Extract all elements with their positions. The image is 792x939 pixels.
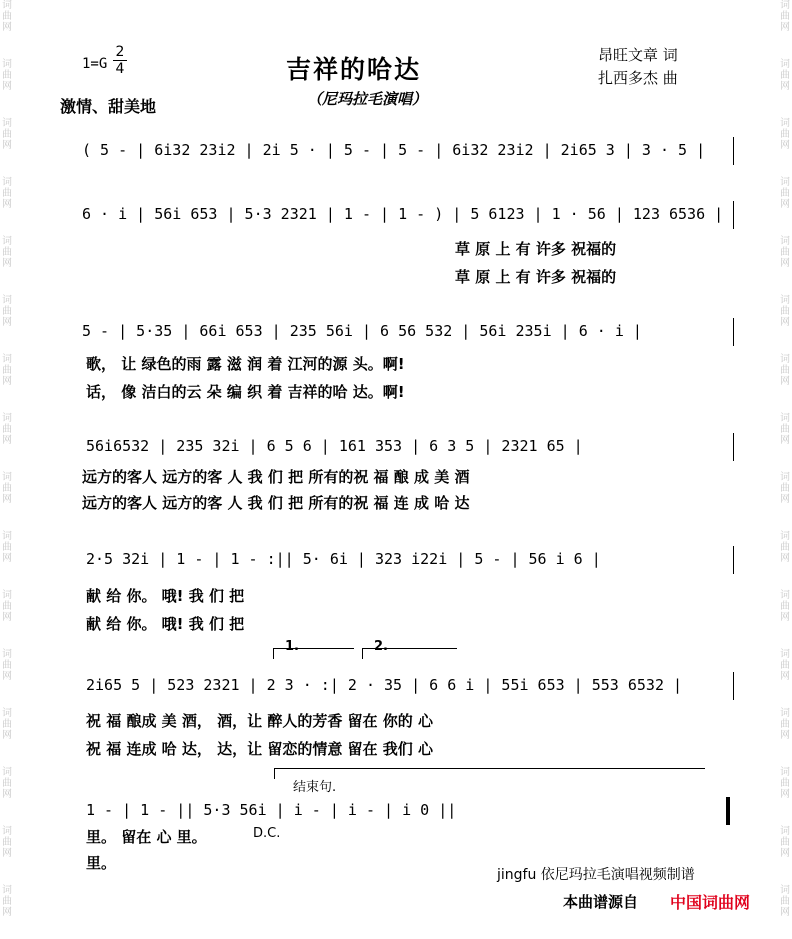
watermark-gap <box>0 210 14 236</box>
watermark-char: 网 <box>2 789 12 800</box>
watermark-char: 词 <box>780 649 790 660</box>
watermark-char: 网 <box>780 907 790 918</box>
watermark-char: 曲 <box>2 660 12 671</box>
watermark-char: 网 <box>780 376 790 387</box>
watermark-char: 曲 <box>780 837 790 848</box>
composer: 扎西多杰 曲 <box>598 69 678 87</box>
watermark-char: 词 <box>780 531 790 542</box>
watermark-char: 词 <box>2 59 12 70</box>
watermark-char: 网 <box>780 494 790 505</box>
watermark-char: 网 <box>2 140 12 151</box>
watermark-gap <box>778 800 792 826</box>
watermark-gap <box>778 387 792 413</box>
lyric-row-4a: 远方的客人 远方的客 人 我 们 把 所有的祝 福 酿 成 美 酒 <box>82 468 470 486</box>
lyric-row-3b: 话， 像 洁白的云 朵 编 织 着 吉祥的哈 达。啊! <box>86 383 405 401</box>
watermark-char: 曲 <box>2 129 12 140</box>
watermark-char: 词 <box>780 885 790 896</box>
watermark-char: 曲 <box>780 11 790 22</box>
lyric-row-5b: 献 给 你。 哦! 我 们 把 <box>86 615 245 633</box>
watermark-gap <box>0 446 14 472</box>
barline <box>733 433 734 461</box>
watermark-char: 网 <box>780 199 790 210</box>
lyricist: 昂旺文章 词 <box>598 46 678 64</box>
watermark-char: 网 <box>2 848 12 859</box>
watermark-char: 曲 <box>2 424 12 435</box>
watermark-char: 词 <box>780 118 790 129</box>
watermark-char: 曲 <box>2 896 12 907</box>
watermark-gap <box>0 505 14 531</box>
watermark-char: 网 <box>780 553 790 564</box>
watermark-char: 网 <box>2 199 12 210</box>
watermark-gap <box>778 564 792 590</box>
watermark-char: 曲 <box>2 837 12 848</box>
watermark-char: 网 <box>780 81 790 92</box>
watermark-char: 曲 <box>780 188 790 199</box>
source-label: 本曲谱源自 <box>563 893 639 911</box>
watermark-gap <box>0 33 14 59</box>
watermark-char: 网 <box>2 317 12 328</box>
volta-1-label: 1. <box>285 639 299 654</box>
watermark-char: 网 <box>2 258 12 269</box>
watermark-char: 曲 <box>2 601 12 612</box>
watermark-gap <box>778 505 792 531</box>
watermark-char: 曲 <box>780 424 790 435</box>
staff-row-6: 2i65 5 | 523 2321 | 2 3 · :| 2 · 35 | 6 6 i | 55i 653 | 553 6532 | <box>86 676 683 694</box>
lyric-row-4b: 远方的客人 远方的客 人 我 们 把 所有的祝 福 连 成 哈 达 <box>82 494 470 512</box>
key-signature: 1=G <box>82 56 108 72</box>
watermark-char: 词 <box>780 590 790 601</box>
watermark-char: 词 <box>780 413 790 424</box>
watermark-char: 网 <box>2 553 12 564</box>
watermark-gap <box>0 328 14 354</box>
watermark-char: 网 <box>780 140 790 151</box>
watermark-char: 网 <box>2 671 12 682</box>
watermark-char: 网 <box>2 494 12 505</box>
watermark-char: 网 <box>780 671 790 682</box>
lyric-row-6b: 祝 福 连成 哈 达， 达，让 留恋的情意 留在 我们 心 <box>86 740 434 758</box>
watermark-char: 网 <box>2 22 12 33</box>
watermark-char: 网 <box>780 22 790 33</box>
watermark-char: 词 <box>2 236 12 247</box>
watermark-char: 网 <box>780 730 790 741</box>
watermark-char: 词 <box>2 767 12 778</box>
barline <box>733 137 734 165</box>
watermark-strip-right <box>778 0 792 939</box>
watermark-char: 词 <box>2 590 12 601</box>
watermark-char: 曲 <box>780 778 790 789</box>
coda-bracket <box>274 768 705 779</box>
watermark-char: 网 <box>780 789 790 800</box>
watermark-char: 词 <box>780 708 790 719</box>
barline <box>733 546 734 574</box>
song-title: 吉祥的哈达 <box>286 55 422 84</box>
watermark-char: 曲 <box>2 247 12 258</box>
final-barline <box>726 797 730 825</box>
time-denominator: 4 <box>113 60 127 77</box>
watermark-gap <box>0 741 14 767</box>
watermark-char: 曲 <box>2 11 12 22</box>
watermark-char: 网 <box>780 317 790 328</box>
watermark-gap <box>0 387 14 413</box>
time-numerator: 2 <box>115 44 125 60</box>
watermark-char: 词 <box>2 295 12 306</box>
watermark-gap <box>778 92 792 118</box>
watermark-char: 网 <box>780 435 790 446</box>
watermark-char: 曲 <box>2 542 12 553</box>
singer-credit: （尼玛拉毛演唱） <box>307 90 428 108</box>
watermark-gap <box>0 92 14 118</box>
watermark-char: 词 <box>780 236 790 247</box>
tempo-marking: 激情、甜美地 <box>60 97 157 116</box>
watermark-char: 网 <box>780 258 790 269</box>
watermark-gap <box>778 859 792 885</box>
watermark-gap <box>0 269 14 295</box>
staff-row-5: 2·5 32i | 1 - | 1 - :|| 5· 6i | 323 i22i | 5 - | 56 i 6 | <box>86 550 601 568</box>
watermark-char: 词 <box>780 0 790 11</box>
staff-row-2: 6 · i | 56i 653 | 5·3 2321 | 1 - | 1 - ) | 5 6123 | 1 · 56 | 123 6536 | <box>82 205 724 223</box>
watermark-gap <box>778 269 792 295</box>
lyric-row-7a: 里。 留在 心 里。 <box>86 828 207 846</box>
watermark-char: 网 <box>780 612 790 623</box>
watermark-char: 词 <box>780 472 790 483</box>
watermark-char: 曲 <box>780 365 790 376</box>
watermark-gap <box>0 800 14 826</box>
watermark-char: 词 <box>780 177 790 188</box>
lyric-row-5a: 献 给 你。 哦! 我 们 把 <box>86 587 245 605</box>
watermark-gap <box>778 33 792 59</box>
staff-row-4: 56i6532 | 235 32i | 6 5 6 | 161 353 | 6 3 5 | 2321 65 | <box>86 437 583 455</box>
watermark-char: 词 <box>2 118 12 129</box>
watermark-char: 曲 <box>780 542 790 553</box>
staff-row-3: 5 - | 5·35 | 66i 653 | 235 56i | 6 56 532 | 56i 235i | 6 · i | <box>82 322 642 340</box>
watermark-char: 词 <box>2 885 12 896</box>
watermark-char: 网 <box>2 907 12 918</box>
watermark-char: 词 <box>780 826 790 837</box>
barline <box>733 201 734 229</box>
watermark-strip-left <box>0 0 14 939</box>
watermark-char: 词 <box>2 708 12 719</box>
watermark-gap <box>0 623 14 649</box>
watermark-gap <box>0 682 14 708</box>
lyric-row-6a: 祝 福 酿成 美 酒， 酒，让 醉人的芳香 留在 你的 心 <box>86 712 434 730</box>
watermark-char: 词 <box>2 649 12 660</box>
watermark-char: 曲 <box>780 483 790 494</box>
watermark-char: 曲 <box>780 601 790 612</box>
watermark-char: 词 <box>2 0 12 11</box>
watermark-char: 词 <box>2 413 12 424</box>
watermark-char: 曲 <box>2 188 12 199</box>
lyric-row-7b: 里。 <box>86 854 117 872</box>
watermark-char: 曲 <box>780 896 790 907</box>
watermark-char: 曲 <box>780 70 790 81</box>
watermark-gap <box>778 210 792 236</box>
time-signature <box>113 44 127 77</box>
watermark-char: 词 <box>780 354 790 365</box>
watermark-char: 曲 <box>780 306 790 317</box>
watermark-char: 曲 <box>2 365 12 376</box>
watermark-char: 词 <box>2 354 12 365</box>
watermark-char: 曲 <box>2 719 12 730</box>
watermark-gap <box>0 859 14 885</box>
watermark-char: 网 <box>2 435 12 446</box>
watermark-gap <box>778 918 792 939</box>
watermark-char: 曲 <box>2 70 12 81</box>
watermark-char: 词 <box>780 295 790 306</box>
watermark-gap <box>778 741 792 767</box>
watermark-char: 网 <box>2 612 12 623</box>
watermark-char: 词 <box>2 472 12 483</box>
watermark-char: 网 <box>780 848 790 859</box>
volta-2-label: 2. <box>374 639 388 654</box>
watermark-gap <box>778 446 792 472</box>
watermark-char: 曲 <box>780 247 790 258</box>
watermark-char: 词 <box>2 826 12 837</box>
watermark-char: 曲 <box>780 719 790 730</box>
watermark-char: 网 <box>2 376 12 387</box>
watermark-gap <box>0 918 14 939</box>
watermark-gap <box>778 328 792 354</box>
watermark-char: 网 <box>2 81 12 92</box>
watermark-char: 词 <box>780 767 790 778</box>
barline <box>733 318 734 346</box>
coda-label: 结束句. <box>293 780 337 795</box>
watermark-char: 曲 <box>2 778 12 789</box>
barline <box>733 672 734 700</box>
watermark-char: 曲 <box>2 483 12 494</box>
lyric-row-2a: 草 原 上 有 许多 祝福的 <box>455 240 617 258</box>
watermark-gap <box>778 682 792 708</box>
watermark-char: 词 <box>2 531 12 542</box>
watermark-gap <box>778 151 792 177</box>
lyric-row-2b: 草 原 上 有 许多 祝福的 <box>455 268 617 286</box>
staff-row-7: 1 - | 1 - || 5·3 56i | i - | i - | i 0 || <box>86 801 457 819</box>
lyric-row-3a: 歌， 让 绿色的雨 露 滋 润 着 江河的源 头。啊! <box>86 355 405 373</box>
site-name-link[interactable]: 中国词曲网 <box>670 893 751 912</box>
watermark-gap <box>778 623 792 649</box>
watermark-char: 词 <box>2 177 12 188</box>
watermark-gap <box>0 564 14 590</box>
watermark-char: 词 <box>780 59 790 70</box>
watermark-gap <box>0 151 14 177</box>
da-capo: D.C. <box>253 826 281 841</box>
watermark-char: 曲 <box>2 306 12 317</box>
staff-row-1: ( 5 - | 6i32 23i2 | 2i 5 · | 5 - | 5 - | 6i32 23i2 | 2i65 3 | 3 · 5 | <box>82 141 706 159</box>
watermark-char: 曲 <box>780 660 790 671</box>
watermark-char: 网 <box>2 730 12 741</box>
transcriber-credit: jingfu 依尼玛拉毛演唱视频制谱 <box>497 867 695 883</box>
watermark-char: 曲 <box>780 129 790 140</box>
